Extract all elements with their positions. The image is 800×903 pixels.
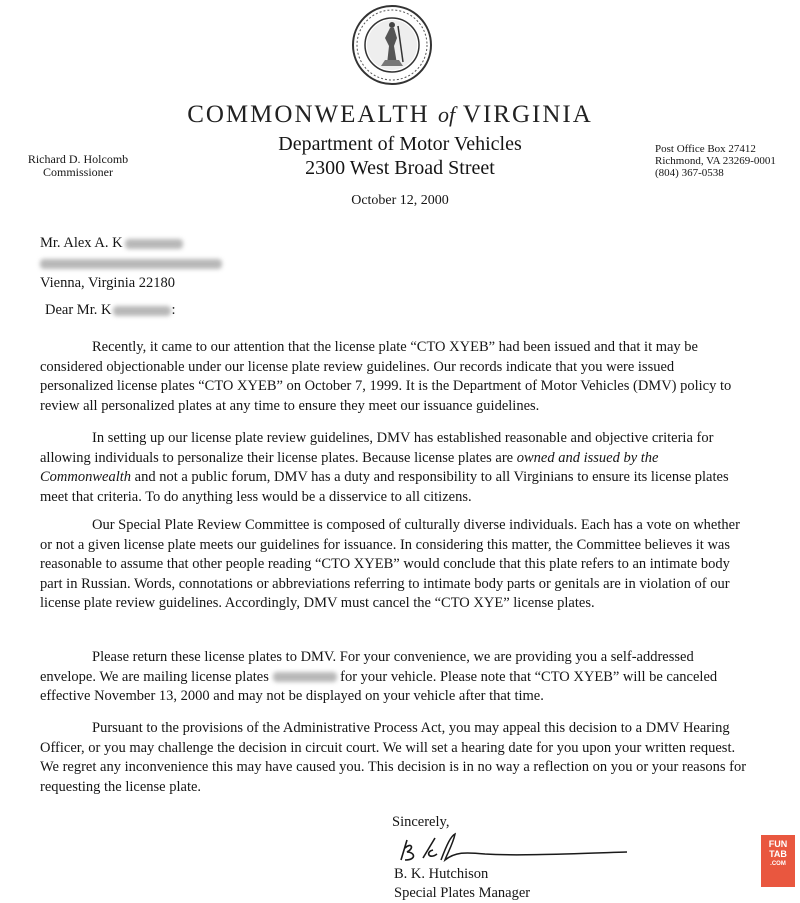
po-box: Post Office Box 27412 [655, 143, 756, 155]
phone-number: (804) 367-0538 [655, 167, 724, 179]
emphasis-text: owned and issued by the Commonwealth [40, 449, 659, 485]
recipient-city: Vienna, Virginia 22180 [40, 275, 176, 291]
paragraph-5: Pursuant to the provisions of the Administrative Process Act, you may appeal this decision to a DMV Hearing Officer, or you may challenge the decision in circuit court. We will set a hearing date for you upon your written request. We regret any inconvenience this may have caused you. This decision is in no way a reflection on you or your reasons for requesting the license plate. [40, 720, 747, 795]
city-state-zip: Richmond, VA 23269-0001 [655, 155, 776, 167]
paragraph-1: Recently, it came to our attention that the license plate “CTO XYEB” had been issued and that it may be considered objectionable under our license plate review guidelines. Our records indicate that you were issued personalized license plates “CTO XYEB” on October 7, 1999. It is the Department of Motor Vehicles (DMV) policy to review all personalized plates at any time to ensure they meet our issuance guidelines. [40, 339, 732, 414]
closing-sincerely: Sincerely, [392, 814, 450, 830]
organization-title: COMMONWEALTH of VIRGINIA [187, 101, 593, 128]
signer-block [394, 865, 530, 903]
signer-name: B. K. Hutchison [394, 866, 489, 882]
recipient-address [40, 233, 222, 293]
virginia-seal-icon [351, 4, 433, 86]
watermark-logo: FUN TAB .COM [761, 835, 795, 887]
commissioner-name: Richard D. Holcomb [27, 152, 129, 166]
redacted-street [40, 259, 222, 269]
department-name: Department of Motor Vehicles [278, 133, 522, 155]
commissioner-title: Commissioner [42, 165, 113, 179]
letter-date: October 12, 2000 [351, 193, 449, 208]
signer-title: Special Plates Manager [394, 885, 531, 901]
redacted-plate-number [273, 672, 337, 682]
recipient-street-redacted [40, 253, 222, 273]
redacted-salutation-surname [113, 306, 171, 316]
mailing-address-block [655, 143, 795, 179]
department-block [200, 132, 600, 180]
department-street: 2300 West Broad Street [305, 157, 495, 179]
salutation: Dear Mr. K : [45, 302, 176, 318]
redacted-surname [125, 239, 183, 249]
recipient-name-line [40, 233, 222, 253]
paragraph-2: In setting up our license plate review guidelines, DMV has established reasonable and objective criteria for allowing individuals to personalize their license plates. Because license plates are owned and issued by the Commonwealth and not a public forum, DMV has a duty and responsibility to all Virginians to ensure its license plates meet that criteria. To do anything less would be a disservice to all citizens. [40, 430, 729, 505]
paragraph-3: Our Special Plate Review Committee is composed of culturally diverse individuals. Each has a vote on whether or not a given license plate meets our guidelines for issuance. In considering this matter, the Committee believes it was reasonable to assume that other people reading “CTO XYEB” would conclude that this plate refers to an intimate body part in Russian. Words, connotations or abbreviations referring to intimate body parts or genitals are in violation of our license plate review guidelines. Accordingly, DMV must cancel the “CTO XYE” license plates. [40, 517, 740, 611]
recipient-name: Mr. Alex A. K [40, 235, 123, 251]
commissioner-block [8, 153, 148, 179]
paragraph-4: Please return these license plates to DMV. For your convenience, we are providing you a self-addressed envelope. We are mailing license plates for your vehicle. Please note that “CTO XYEB” will be canceled effective November 13, 2000 and may not be displayed on your vehicle after that time. [40, 649, 718, 704]
